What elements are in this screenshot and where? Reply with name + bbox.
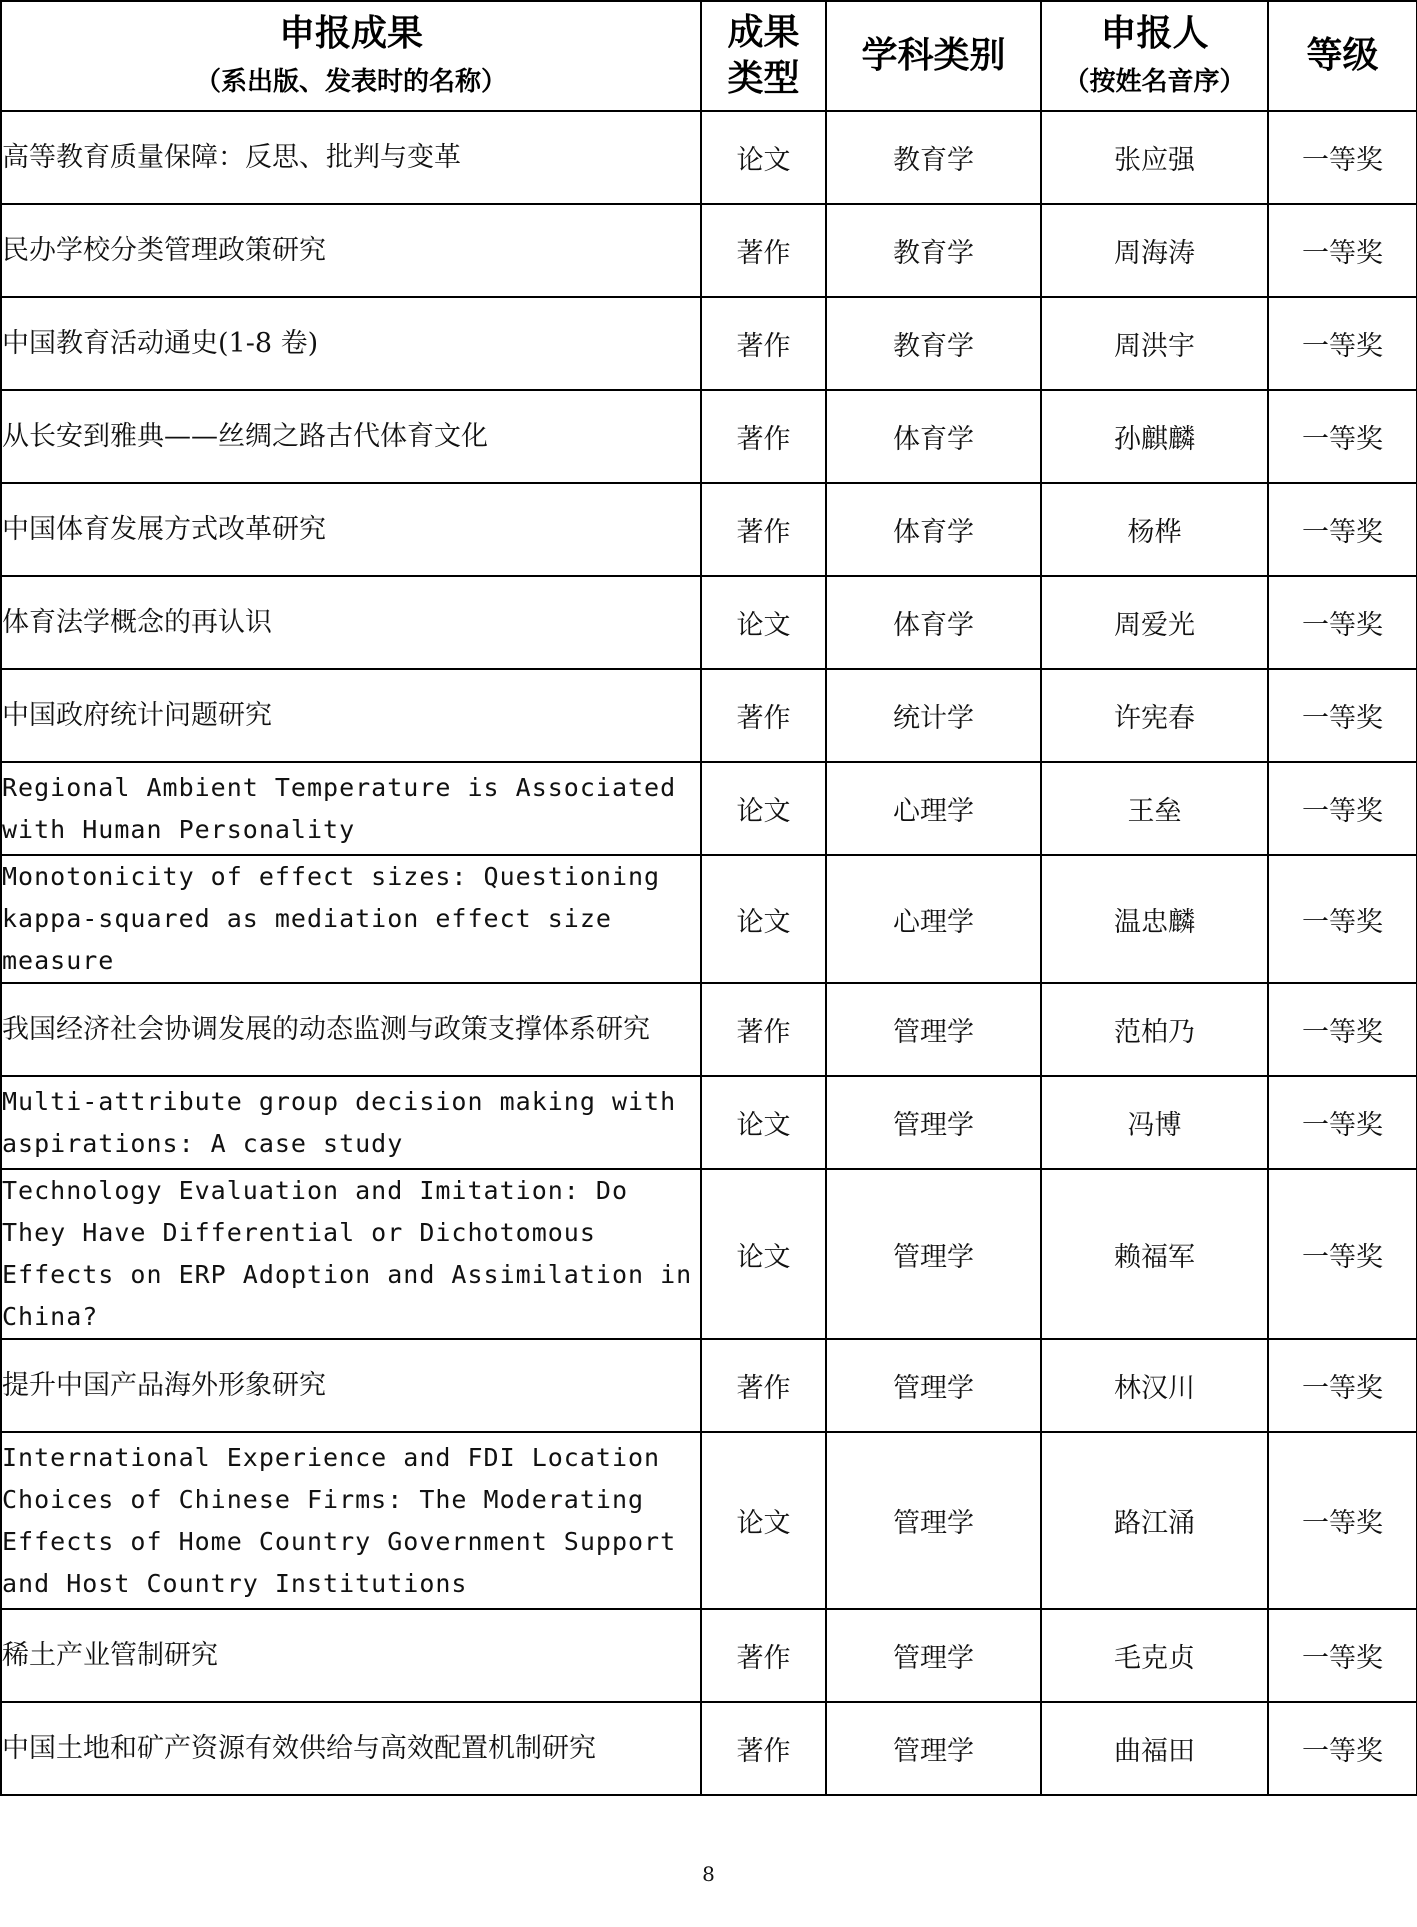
table-row bbox=[1, 1609, 1417, 1702]
applicant-name: 周海涛 bbox=[1041, 204, 1268, 297]
applicant-name: 曲福田 bbox=[1041, 1702, 1268, 1795]
achievement-type: 论文 bbox=[701, 1169, 826, 1339]
achievement-type: 著作 bbox=[701, 983, 826, 1076]
achievement-title: 中国教育活动通史(1-8 卷) bbox=[1, 297, 701, 390]
page-number: 8 bbox=[702, 1862, 715, 1886]
subject-category: 统计学 bbox=[826, 669, 1041, 762]
achievement-type: 著作 bbox=[701, 1702, 826, 1795]
achievement-type: 著作 bbox=[701, 204, 826, 297]
header-applicant-main: 申报人 bbox=[1100, 13, 1209, 54]
achievement-title: International Experience and FDI Location Choices of Chinese Firms: The Moderating Effects of Home Country Government Support and Host Country Institutions bbox=[1, 1432, 701, 1609]
applicant-name: 赖福军 bbox=[1041, 1169, 1268, 1339]
header-type-line1: 成果 bbox=[727, 12, 800, 53]
achievement-type: 论文 bbox=[701, 762, 826, 855]
award-level: 一等奖 bbox=[1268, 390, 1417, 483]
header-type bbox=[701, 1, 826, 111]
achievement-type: 论文 bbox=[701, 1076, 826, 1169]
achievement-type: 著作 bbox=[701, 483, 826, 576]
applicant-name: 孙麒麟 bbox=[1041, 390, 1268, 483]
table-row bbox=[1, 762, 1417, 855]
achievement-title: Technology Evaluation and Imitation: Do They Have Differential or Dichotomous Effects on ERP Adoption and Assimilation in China? bbox=[1, 1169, 701, 1339]
award-level: 一等奖 bbox=[1268, 297, 1417, 390]
achievement-type: 论文 bbox=[701, 576, 826, 669]
achievement-title: Multi-attribute group decision making with aspirations: A case study bbox=[1, 1076, 701, 1169]
award-level: 一等奖 bbox=[1268, 204, 1417, 297]
table-row bbox=[1, 669, 1417, 762]
subject-category: 体育学 bbox=[826, 390, 1041, 483]
applicant-name: 王垒 bbox=[1041, 762, 1268, 855]
award-level: 一等奖 bbox=[1268, 669, 1417, 762]
achievement-type: 著作 bbox=[701, 297, 826, 390]
achievement-type: 著作 bbox=[701, 390, 826, 483]
award-level: 一等奖 bbox=[1268, 1609, 1417, 1702]
achievement-title: 提升中国产品海外形象研究 bbox=[1, 1339, 701, 1432]
achievement-type: 论文 bbox=[701, 855, 826, 983]
table-row bbox=[1, 1432, 1417, 1609]
achievement-title: Monotonicity of effect sizes: Questioning kappa-squared as mediation effect size measure bbox=[1, 855, 701, 983]
achievement-title: Regional Ambient Temperature is Associated with Human Personality bbox=[1, 762, 701, 855]
achievement-title: 中国体育发展方式改革研究 bbox=[1, 483, 701, 576]
applicant-name: 范柏乃 bbox=[1041, 983, 1268, 1076]
subject-category: 管理学 bbox=[826, 1169, 1041, 1339]
table-row bbox=[1, 390, 1417, 483]
applicant-name: 林汉川 bbox=[1041, 1339, 1268, 1432]
award-level: 一等奖 bbox=[1268, 1432, 1417, 1609]
award-level: 一等奖 bbox=[1268, 983, 1417, 1076]
subject-category: 教育学 bbox=[826, 111, 1041, 204]
award-level: 一等奖 bbox=[1268, 855, 1417, 983]
award-level: 一等奖 bbox=[1268, 1339, 1417, 1432]
award-level: 一等奖 bbox=[1268, 1169, 1417, 1339]
header-applicant-note: （按姓名音序） bbox=[1063, 67, 1246, 97]
achievement-type: 著作 bbox=[701, 1609, 826, 1702]
header-subject-label: 学科类别 bbox=[861, 35, 1006, 76]
achievement-title: 高等教育质量保障：反思、批判与变革 bbox=[1, 111, 701, 204]
header-subject bbox=[826, 1, 1041, 111]
header-title-note: （系出版、发表时的名称） bbox=[194, 67, 507, 97]
achievement-title: 从长安到雅典——丝绸之路古代体育文化 bbox=[1, 390, 701, 483]
applicant-name: 路江涌 bbox=[1041, 1432, 1268, 1609]
subject-category: 管理学 bbox=[826, 983, 1041, 1076]
achievement-title: 中国政府统计问题研究 bbox=[1, 669, 701, 762]
header-title-main: 申报成果 bbox=[278, 13, 423, 54]
subject-category: 教育学 bbox=[826, 204, 1041, 297]
table-row bbox=[1, 483, 1417, 576]
subject-category: 管理学 bbox=[826, 1609, 1041, 1702]
applicant-name: 许宪春 bbox=[1041, 669, 1268, 762]
achievement-title: 中国土地和矿产资源有效供给与高效配置机制研究 bbox=[1, 1702, 701, 1795]
table-row bbox=[1, 1169, 1417, 1339]
applicant-name: 周洪宇 bbox=[1041, 297, 1268, 390]
applicant-name: 杨桦 bbox=[1041, 483, 1268, 576]
award-level: 一等奖 bbox=[1268, 1702, 1417, 1795]
header-type-line2: 类型 bbox=[727, 58, 800, 99]
award-level: 一等奖 bbox=[1268, 1076, 1417, 1169]
subject-category: 体育学 bbox=[826, 483, 1041, 576]
award-level: 一等奖 bbox=[1268, 576, 1417, 669]
subject-category: 管理学 bbox=[826, 1339, 1041, 1432]
achievement-type: 著作 bbox=[701, 1339, 826, 1432]
subject-category: 心理学 bbox=[826, 762, 1041, 855]
subject-category: 管理学 bbox=[826, 1702, 1041, 1795]
applicant-name: 温忠麟 bbox=[1041, 855, 1268, 983]
subject-category: 体育学 bbox=[826, 576, 1041, 669]
applicant-name: 张应强 bbox=[1041, 111, 1268, 204]
applicant-name: 毛克贞 bbox=[1041, 1609, 1268, 1702]
table-row bbox=[1, 204, 1417, 297]
header-applicant bbox=[1041, 1, 1268, 111]
award-level: 一等奖 bbox=[1268, 762, 1417, 855]
achievement-type: 论文 bbox=[701, 111, 826, 204]
achievement-title: 民办学校分类管理政策研究 bbox=[1, 204, 701, 297]
award-level: 一等奖 bbox=[1268, 111, 1417, 204]
achievement-type: 著作 bbox=[701, 669, 826, 762]
achievement-title: 我国经济社会协调发展的动态监测与政策支撑体系研究 bbox=[1, 983, 701, 1076]
header-level bbox=[1268, 1, 1417, 111]
applicant-name: 冯博 bbox=[1041, 1076, 1268, 1169]
header-row bbox=[1, 1, 1417, 111]
table-row bbox=[1, 1076, 1417, 1169]
award-level: 一等奖 bbox=[1268, 483, 1417, 576]
achievement-type: 论文 bbox=[701, 1432, 826, 1609]
subject-category: 心理学 bbox=[826, 855, 1041, 983]
header-level-label: 等级 bbox=[1306, 35, 1379, 76]
applicant-name: 周爱光 bbox=[1041, 576, 1268, 669]
subject-category: 教育学 bbox=[826, 297, 1041, 390]
achievement-title: 体育法学概念的再认识 bbox=[1, 576, 701, 669]
table-row bbox=[1, 983, 1417, 1076]
subject-category: 管理学 bbox=[826, 1432, 1041, 1609]
subject-category: 管理学 bbox=[826, 1076, 1041, 1169]
table-row bbox=[1, 576, 1417, 669]
table-row bbox=[1, 297, 1417, 390]
table-row bbox=[1, 1702, 1417, 1795]
achievement-title: 稀土产业管制研究 bbox=[1, 1609, 701, 1702]
header-title bbox=[1, 1, 701, 111]
table-row bbox=[1, 111, 1417, 204]
table-row bbox=[1, 855, 1417, 983]
table-row bbox=[1, 1339, 1417, 1432]
